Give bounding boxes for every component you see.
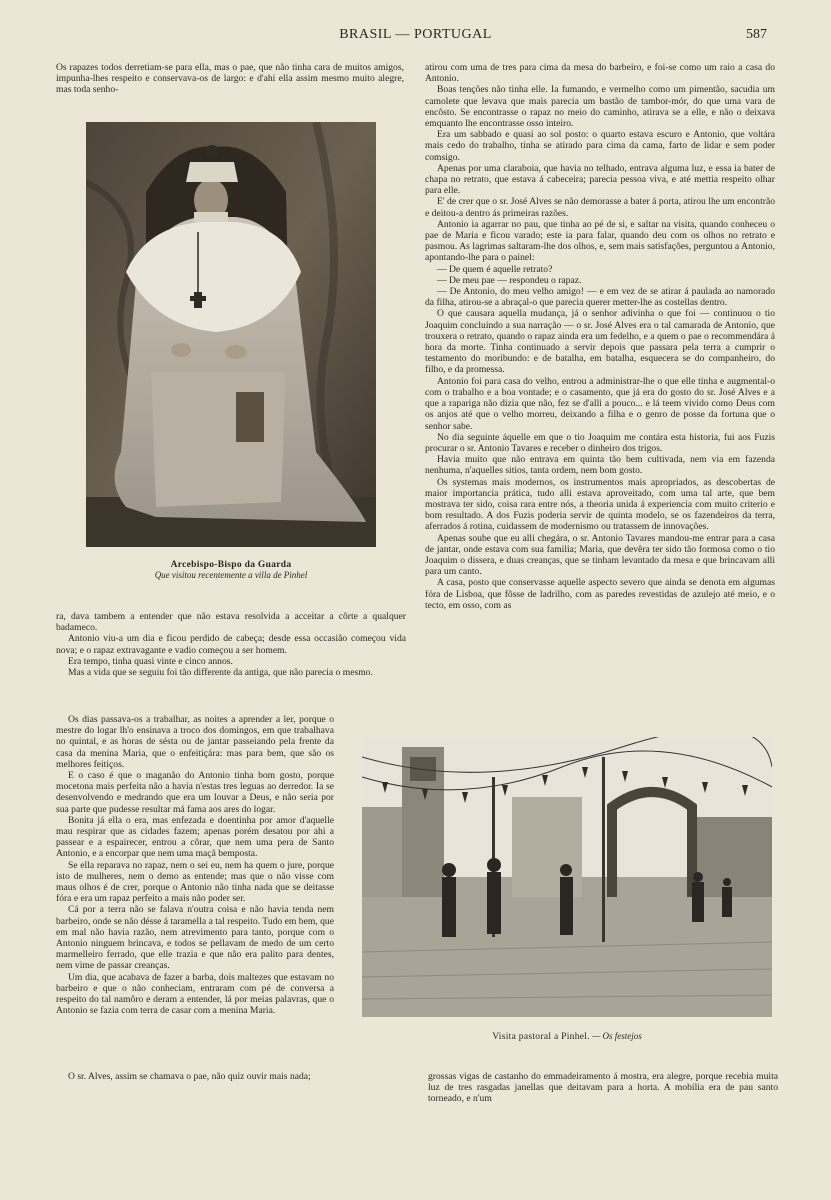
- paragraph: Antonio ia agarrar no pau, que tinha ao pé de si, e saltar na visita, quando conheceu o pae de Maria e ficou varado; este ia para falar, quando deu com os olhos no retrato e pasmou. As lagrimas saltaram-lhe dos olhos, e, sem mais satisfações, perguntou a Antonio, apontando-lhe para o painel:: [425, 218, 775, 264]
- right-column-top: [425, 62, 775, 707]
- paragraph: Cá por a terra não se falava n'outra coisa e não havia tenda nem barbeiro, onde se não désse á taramella a tal respeito. Tudo em bem, que em mal não havia razão, nem atrevimento para tanto, porque com o Antonio ninguem brincava, e todos se pellavam de medo de um certo marmelleiro ferrado, que elle trazia e que não era palito para dentes, nem vime de passar creanças.: [56, 904, 334, 972]
- pastoral-visit-illustration: [362, 737, 772, 1017]
- paragraph: Os dias passava-os a trabalhar, as noites a aprender a ler, porque o mestre do logar lh'o ensinava a troco dos domingos, em que trabalhava no quintal, e as horas de sésta ou de jantar passeiando pela frente da casa da menina Maria, que o enfeitiçára: mas para bem, que são os melhores feitiços.: [56, 714, 334, 770]
- bishop-portrait-photo: [86, 122, 376, 547]
- paragraph: Apenas por uma claraboia, que havia no telhado, entrava alguma luz, e essa ia bater de chapa no retrato, que estava á cabeceira; parecia pessoa viva, e até mettia respeito olhar para elle.: [425, 162, 775, 197]
- pastoral-visit-photo: [362, 737, 772, 1017]
- paragraph: Antonio viu-a um dia e ficou perdido de cabeça; desde essa occasião começou vida nova; e o rapaz extravagante e vadio começou a ser homem.: [56, 633, 406, 656]
- paragraph: Havia muito que não entrava em quinta tão bem cultivada, nem via em fazenda nenhuma, n'aquelles sitios, tanta ordem, nem bom gosto.: [425, 454, 775, 477]
- paragraph: Se ella reparava no rapaz, nem o sei eu, nem ha quem o jure, porque isto de mulheres, nem o demo as entende; mas que o não visse com maus olhos é de crer, porque o Antonio não tinha nada que se deitasse fóra e era um rapaz perfeito a mais não poder ser.: [56, 859, 334, 905]
- left-column-bottom-tail: [56, 1071, 406, 1103]
- paragraph: E o caso é que o maganão do Antonio tinha bom gosto, porque mocetona mais perfeita não a havia n'estas tres leguas ao derredor. Ia se desenvolvendo e medrando que era um louvar a Deus, e não seria por sua parte que pudesse resultar má fama aos ares do logar.: [56, 770, 334, 815]
- paragraph: Era tempo, tinha quasi vinte e cinco annos.: [68, 655, 233, 667]
- paragraph: grossas vigas de castanho do emmadeiramento á mostra, era alegre, porque recebia muita luz de tres rasgadas janellas que deitavam para a horta. A mobilia era de pau santo torneado, e n'um: [428, 1071, 778, 1103]
- paragraph: Os rapazes todos derretiam-se para ella, mas o pae, que não tinha cara de muitos amigos, impunha-lhes respeito e conservava-os de largo: e d'ahi ella assim mesmo muito alegre, mas toda senho-: [56, 62, 404, 96]
- paragraph: Mas a vida que se seguiu foi tão differente da antiga, que não parecia o mesmo.: [68, 667, 373, 679]
- left-column-bottom: [56, 611, 406, 714]
- paragraph: O que causara aquella mudança, já o senhor adivinha o que foi — continuou o tio Joaquim concluindo a sua narração — o sr. José Alves era o tal camarada de Antonio, que trouxera o retrato, quando o rapaz ainda era um fedelho, e a quem o pae o recommendára á hora da morte. Tinha continuado a servir depois que passara pela terra a cumprir o testamento do moribundo: e de batalha, em batalha, esquecera se do companheiro, do filho, e da promessa.: [425, 308, 775, 376]
- paragraph: Apenas soube que eu alli chegára, o sr. Antonio Tavares mandou-me entrar para a casa de jantar, onde estava com sua familia; Maria, que devêra ter sido tão formosa como o tio Joaquim o dissera, e duas creanças, que se tinham levantado da mesa e que brincavam alli para um canto.: [425, 532, 775, 578]
- left-column-top: [56, 62, 404, 96]
- right-column-bottom: [428, 1071, 778, 1103]
- paragraph: — De meu pae — respondeu o rapaz.: [437, 274, 582, 286]
- paragraph: A casa, posto que conservasse aquelle aspecto severo que ainda se denota em algumas fóra de Lisboa, que fôsse de ladrilho, com as paredes revestidas de azulejo até meio, e o tecto, em osso, com as: [425, 577, 775, 611]
- bishop-portrait-caption: [86, 560, 376, 580]
- caption-title: Visita pastoral a Pinhel.: [492, 1032, 590, 1042]
- paragraph: Antonio foi para casa do velho, entrou a administrar-lhe o que elle tinha e augmental-o com o trabalho e a boa vontade; e o casamento, que já era do gosto do sr. José Alves e a que a rapariga não dizia que não, fez se d'alli a pouco... e lá teem vivido como Deus com os anjos até que o velho morreu, deixando a filha e o genro de posse da fortuna que o senhor sabe.: [425, 375, 775, 432]
- paragraph: Boas tenções não tinha elle. Ia fumando, e vermelho como um pimentão, sacudia um camolete que levava que mais parecia um bastão de tambor-mór, do que uma vara de encôsto. Se encontrasse o rapaz no meio do caminho, atirava se a elle, e não o deixava emquanto lhe encontrasse osso inteiro.: [425, 84, 775, 130]
- paragraph: — De quem é aquelle retrato?: [437, 263, 553, 275]
- paragraph: E' de crer que o sr. José Alves se não demorasse a bater á porta, atirou lhe um encontrão e deitou-a dentro ás primeiras razões.: [425, 196, 775, 219]
- paragraph: Era um sabbado e quasi ao sol posto: o quarto estava escuro e Antonio, que voltára mais cedo do trabalho, tinha se atirado para cima da cama, farto de lidar e sem poder comsigo.: [425, 129, 775, 163]
- paragraph: ra, dava tambem a entender que não estava resolvida a acceitar a côrte a qualquer badameco.: [56, 611, 406, 634]
- paragraph: Um dia, que acabava de fazer a barba, dois maltezes que estavam no barbeiro e que o não conheciam, entraram com pé de conversa a respeito do tal namôro e deram a entender, lá por meias palavras, que o Antonio se fazia com terra de casar com a menina Maria.: [56, 971, 334, 1017]
- caption-title: Arcebispo-Bispo da Guarda: [170, 560, 292, 570]
- page-number: 587: [746, 27, 767, 42]
- bishop-portrait-illustration: [86, 122, 376, 547]
- running-title: BRASIL — PORTUGAL: [339, 27, 492, 42]
- pastoral-visit-caption: [362, 1031, 772, 1042]
- paragraph: atirou com uma de tres para cima da mesa do barbeiro, e foi-se como um raio a casa do Antonio.: [425, 62, 775, 85]
- paragraph: — De Antonio, do meu velho amigo! — e em vez de se atirar á paulada ao namorado da filha, atirou-se a abraçal-o que parecia querer metter-lhe as costellas dentro.: [425, 286, 775, 309]
- caption-subtitle: Que visitou recentemente a villa de Pinhel: [154, 570, 308, 580]
- left-column-bottom-narrow: [56, 714, 334, 1064]
- paragraph: No dia seguinte áquelle em que o tio Joaquim me contára esta historia, fui aos Fuzis procurar o sr. Antonio Tavares e receber o dinheiro dos trigos.: [425, 431, 775, 454]
- paragraph: Bonita já ella o era, mas enfezada e doentinha por amor d'aquelle mau respirar que as cidades fazem; apenas porém desatou por ahi a passear e a espairecer, entrou a côrar, que nem uma pera de Santo Antonio, e a encorpar que nem uma maçã bemposta.: [56, 814, 334, 860]
- paragraph: Os systemas mais modernos, os instrumentos mais apropriados, as descobertas de maior importancia prática, tudo alli estava aproveitado, com uma tal arte, que bem mostrava ter sido, coisa rara entre nós, a theoria unida á experiencia com muito criterio e bom resultado. A dos Fuzis poderia servir de quinta modelo, se os fazendeiros da terra, aferrados á rotina, cuidassem de modernismo ou tratassem de innovações.: [425, 476, 775, 533]
- paragraph: O sr. Alves, assim se chamava o pae, não quiz ouvir mais nada;: [68, 1071, 311, 1082]
- caption-subtitle: — Os festejos: [592, 1031, 642, 1041]
